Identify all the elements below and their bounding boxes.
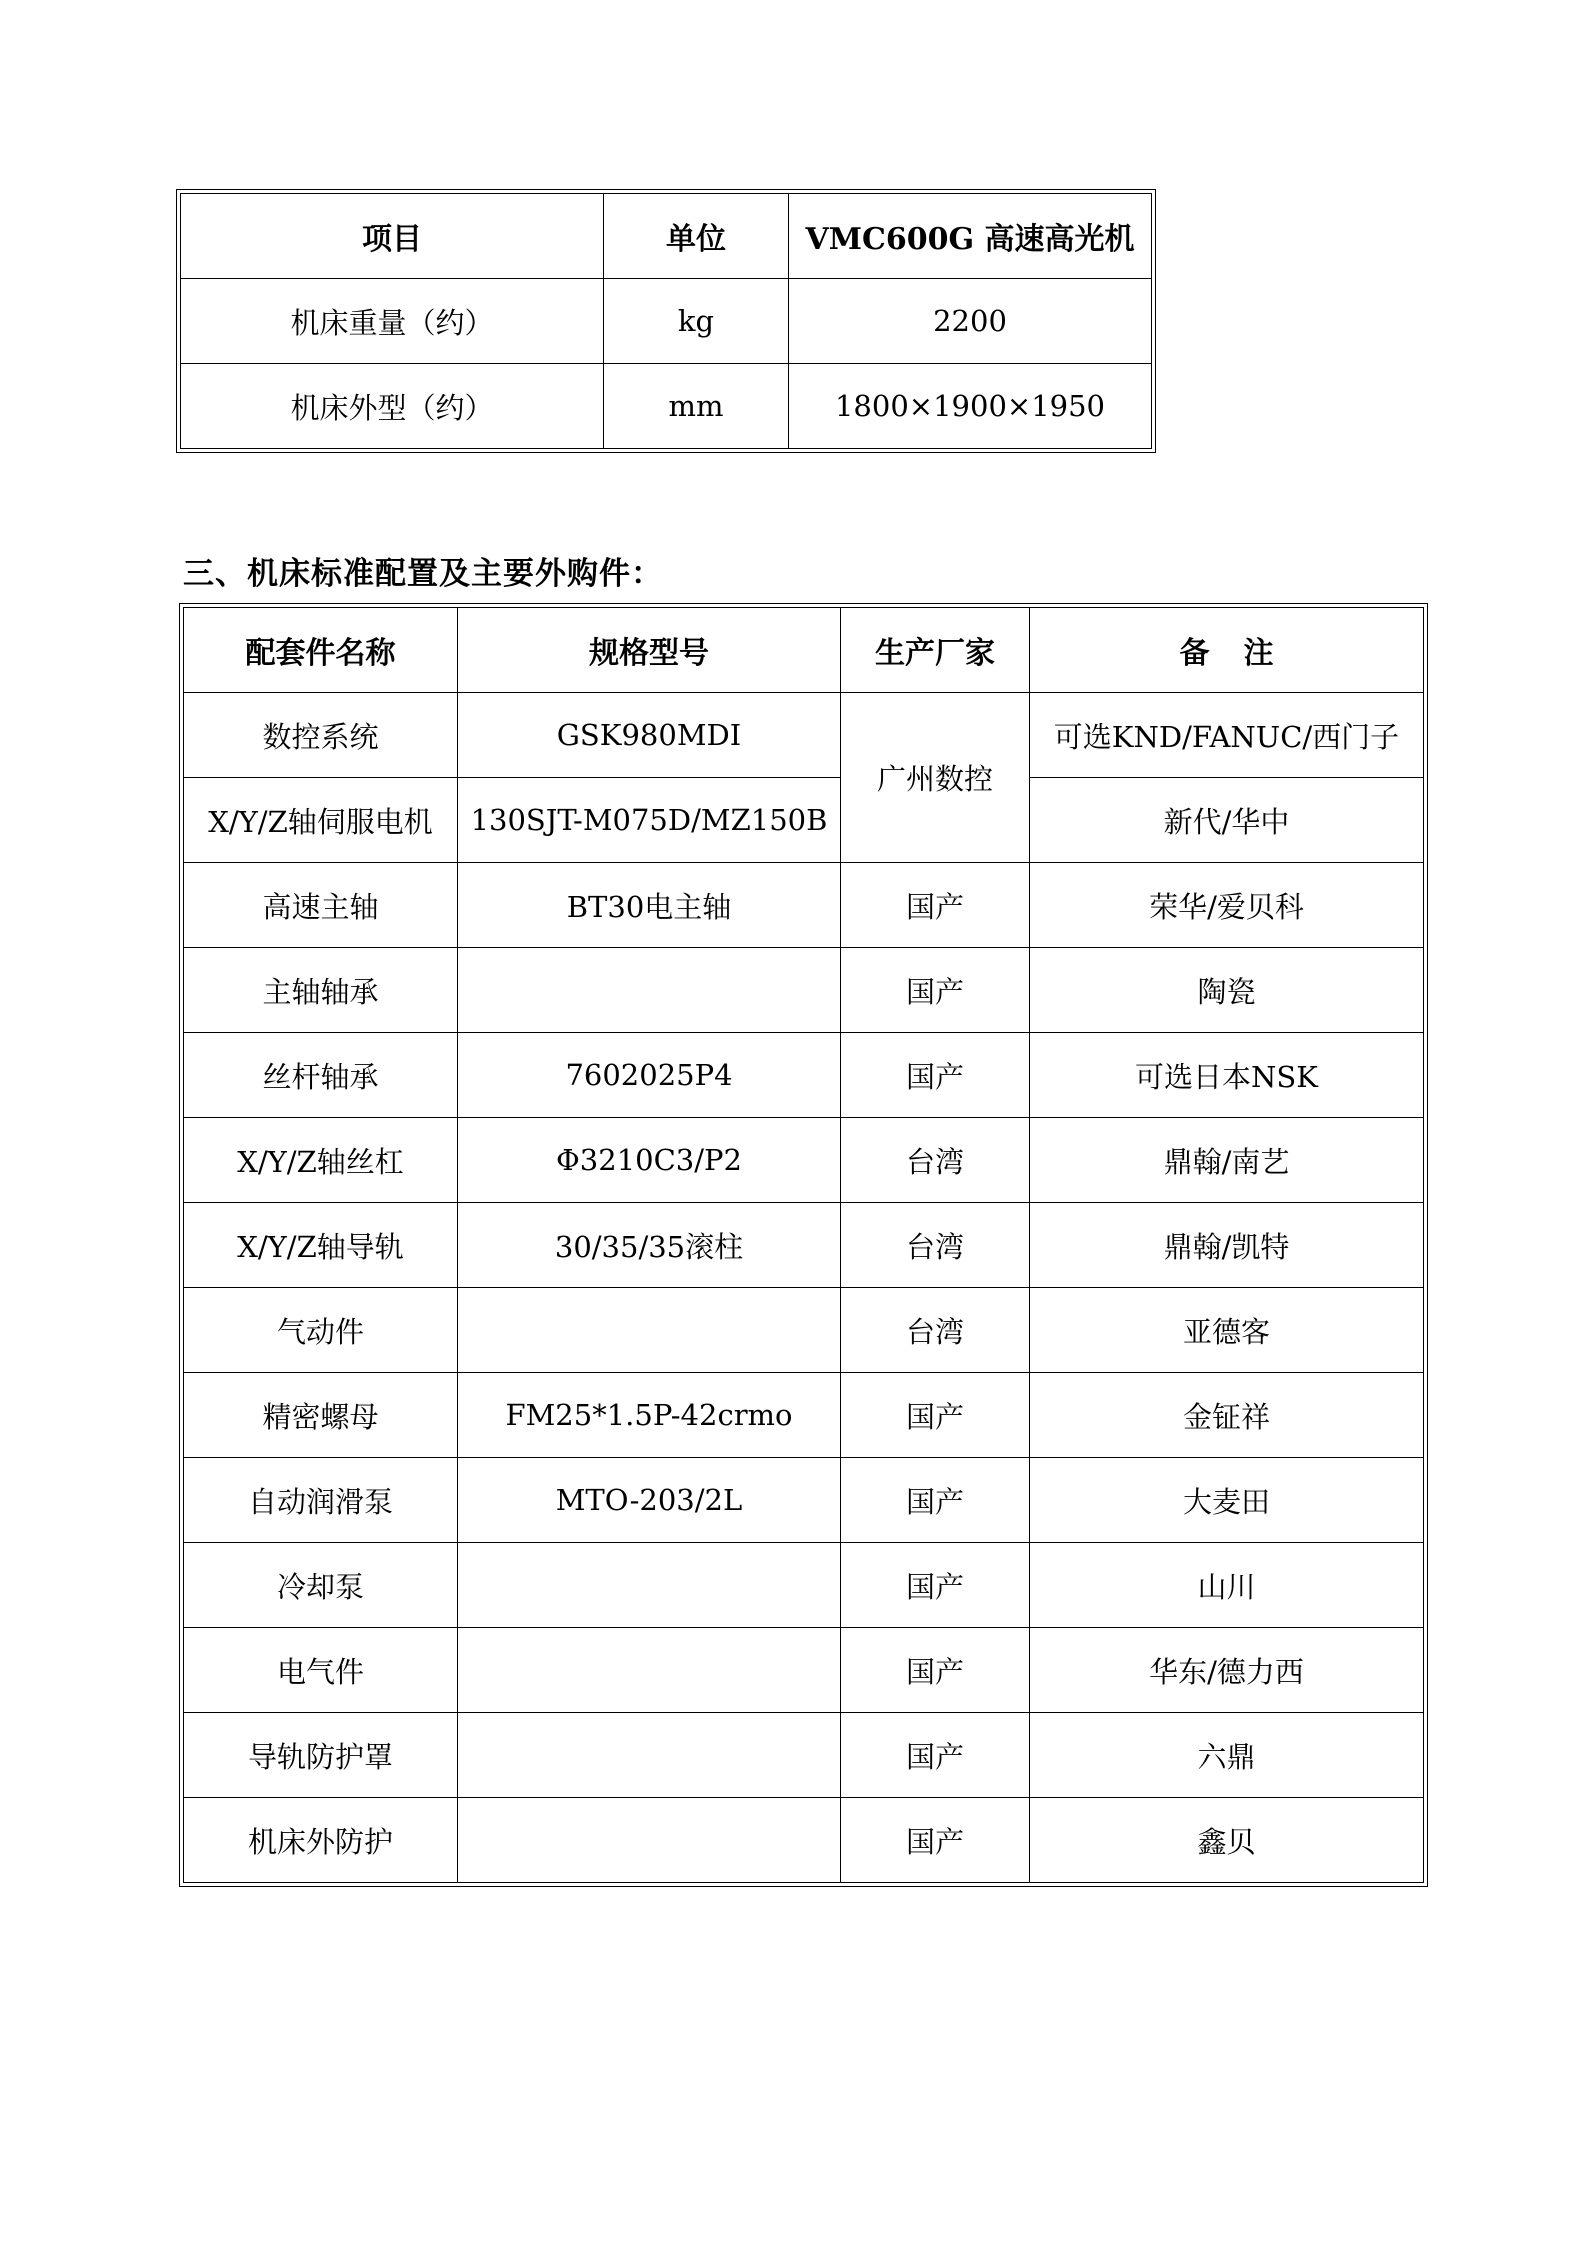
config-row — [184, 1203, 1424, 1288]
config-cell-note: 可选日本NSK — [1030, 1033, 1424, 1118]
config-cell-note: 亚德客 — [1030, 1288, 1424, 1373]
config-row — [184, 1628, 1424, 1713]
config-row — [184, 1458, 1424, 1543]
spec-cell-value: 1800×1900×1950 — [789, 364, 1152, 449]
config-cell-model: 30/35/35滚柱 — [458, 1203, 841, 1288]
config-cell-model: MTO-203/2L — [458, 1458, 841, 1543]
config-header-name: 配套件名称 — [184, 608, 458, 693]
config-cell-model — [458, 1713, 841, 1798]
config-cell-maker: 国产 — [841, 1713, 1030, 1798]
config-row — [184, 1713, 1424, 1798]
spec-row — [181, 279, 1152, 364]
config-row — [184, 1373, 1424, 1458]
config-row — [184, 1543, 1424, 1628]
config-row — [184, 863, 1424, 948]
config-header-note: 备注 — [1030, 608, 1424, 693]
spec-header-row — [181, 194, 1152, 279]
config-cell-note: 新代/华中 — [1030, 778, 1424, 863]
config-cell-model: 130SJT-M075D/MZ150B — [458, 778, 841, 863]
config-cell-model: GSK980MDI — [458, 693, 841, 778]
config-cell-name: 电气件 — [184, 1628, 458, 1713]
config-cell-name: 机床外防护 — [184, 1798, 458, 1883]
config-cell-note: 华东/德力西 — [1030, 1628, 1424, 1713]
config-cell-maker: 国产 — [841, 1543, 1030, 1628]
config-cell-name: X/Y/Z轴伺服电机 — [184, 778, 458, 863]
config-header-maker: 生产厂家 — [841, 608, 1030, 693]
config-cell-name: 气动件 — [184, 1288, 458, 1373]
config-cell-note: 六鼎 — [1030, 1713, 1424, 1798]
config-cell-name: 高速主轴 — [184, 863, 458, 948]
config-table — [183, 607, 1424, 1883]
config-cell-note: 鼎翰/南艺 — [1030, 1118, 1424, 1203]
config-cell-note: 鼎翰/凯特 — [1030, 1203, 1424, 1288]
config-cell-note: 可选KND/FANUC/西门子 — [1030, 693, 1424, 778]
config-cell-model: FM25*1.5P-42crmo — [458, 1373, 841, 1458]
config-cell-note: 大麦田 — [1030, 1458, 1424, 1543]
config-cell-name: 数控系统 — [184, 693, 458, 778]
config-cell-model — [458, 1543, 841, 1628]
config-cell-name: X/Y/Z轴导轨 — [184, 1203, 458, 1288]
config-row — [184, 1798, 1424, 1883]
config-cell-maker: 国产 — [841, 1798, 1030, 1883]
config-cell-name: 主轴轴承 — [184, 948, 458, 1033]
config-row — [184, 778, 1424, 863]
config-cell-name: 精密螺母 — [184, 1373, 458, 1458]
config-cell-model: BT30电主轴 — [458, 863, 841, 948]
config-row — [184, 948, 1424, 1033]
config-cell-model: Φ3210C3/P2 — [458, 1118, 841, 1203]
spec-cell-value: 2200 — [789, 279, 1152, 364]
config-header-model: 规格型号 — [458, 608, 841, 693]
section-heading: 三、机床标准配置及主要外购件： — [183, 556, 663, 592]
config-cell-name: 冷却泵 — [184, 1543, 458, 1628]
config-cell-note: 陶瓷 — [1030, 948, 1424, 1033]
config-row — [184, 1118, 1424, 1203]
config-cell-maker: 国产 — [841, 1373, 1030, 1458]
config-cell-note: 山川 — [1030, 1543, 1424, 1628]
config-cell-name: X/Y/Z轴丝杠 — [184, 1118, 458, 1203]
spec-cell-unit: kg — [604, 279, 789, 364]
config-cell-maker: 国产 — [841, 948, 1030, 1033]
config-cell-maker: 国产 — [841, 1033, 1030, 1118]
config-row — [184, 693, 1424, 778]
config-cell-maker-merged: 广州数控 — [841, 693, 1030, 863]
config-header-row — [184, 608, 1424, 693]
spec-cell-item: 机床外型（约） — [181, 364, 604, 449]
config-cell-maker: 国产 — [841, 863, 1030, 948]
spec-header-model: VMC600G 高速高光机 — [789, 194, 1152, 279]
config-cell-name: 丝杆轴承 — [184, 1033, 458, 1118]
spec-header-item: 项目 — [181, 194, 604, 279]
config-cell-maker: 国产 — [841, 1458, 1030, 1543]
config-cell-name: 导轨防护罩 — [184, 1713, 458, 1798]
config-cell-note: 荣华/爱贝科 — [1030, 863, 1424, 948]
spec-table — [180, 193, 1152, 449]
config-cell-model — [458, 1798, 841, 1883]
config-row — [184, 1288, 1424, 1373]
config-cell-model — [458, 1288, 841, 1373]
spec-header-unit: 单位 — [604, 194, 789, 279]
config-cell-maker: 国产 — [841, 1628, 1030, 1713]
config-cell-name: 自动润滑泵 — [184, 1458, 458, 1543]
spec-cell-unit: mm — [604, 364, 789, 449]
spec-cell-item: 机床重量（约） — [181, 279, 604, 364]
spec-row — [181, 364, 1152, 449]
config-cell-note: 金钲祥 — [1030, 1373, 1424, 1458]
config-row — [184, 1033, 1424, 1118]
config-cell-model: 7602025P4 — [458, 1033, 841, 1118]
config-cell-model — [458, 1628, 841, 1713]
config-cell-maker: 台湾 — [841, 1203, 1030, 1288]
config-cell-model — [458, 948, 841, 1033]
config-cell-maker: 台湾 — [841, 1288, 1030, 1373]
config-cell-note: 鑫贝 — [1030, 1798, 1424, 1883]
config-cell-maker: 台湾 — [841, 1118, 1030, 1203]
